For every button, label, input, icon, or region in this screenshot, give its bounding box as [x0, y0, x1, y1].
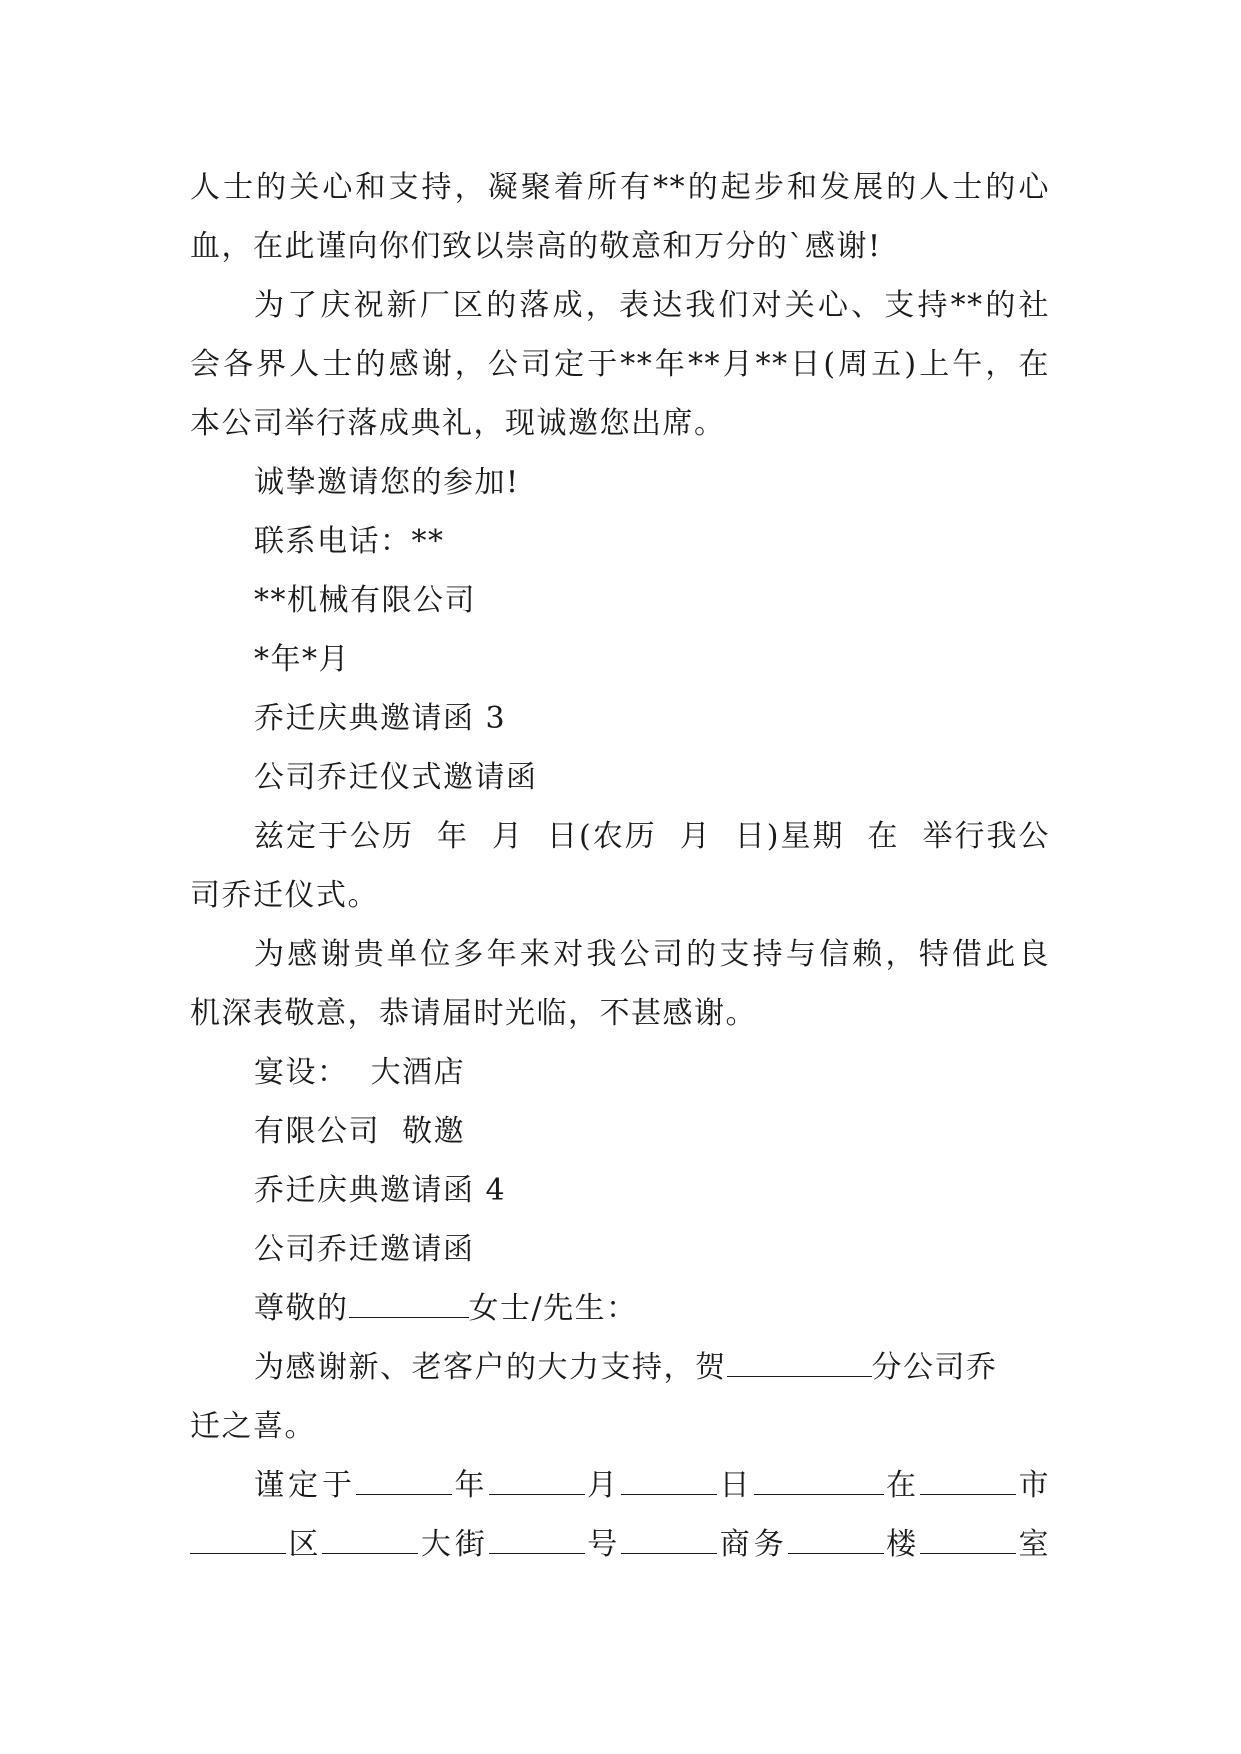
salutation-suffix: 女士/先生：: [468, 1291, 638, 1326]
fill-blank: [322, 1527, 418, 1554]
paragraph-line: 会各界人士的感谢，公司定于**年**月**日(周五)上午，在: [190, 347, 1050, 382]
paragraph-line: 人士的关心和支持，凝聚着所有**的起步和发展的人士的心: [190, 170, 1050, 205]
date-text: 日: [717, 1468, 754, 1503]
letter-title: 公司乔迁仪式邀请函: [254, 760, 538, 795]
company-signature: **机械有限公司: [254, 583, 476, 618]
document-page: [190, 158, 1050, 1574]
thanks-suffix: 分公司乔: [871, 1350, 998, 1385]
paragraph-line: 为感谢贵单位多年来对我公司的支持与信赖，特借此良: [254, 937, 1050, 972]
date-text: 谨定于: [254, 1468, 356, 1503]
section-heading: 乔迁庆典邀请函 4: [254, 1173, 507, 1208]
paragraph-line: 司乔迁仪式。: [190, 878, 379, 913]
company-signature: 有限公司 敬邀: [254, 1114, 466, 1149]
date-text: 市: [1016, 1468, 1050, 1503]
date-text: 在: [883, 1468, 920, 1503]
paragraph-line: 血，在此谨向你们致以崇高的敬意和万分的`感谢!: [190, 229, 882, 264]
paragraph-line: 机深表敬意，恭请届时光临，不甚感谢。: [190, 996, 757, 1031]
fill-blank: [190, 1527, 286, 1554]
section-heading: 乔迁庆典邀请函 3: [254, 701, 507, 736]
fill-blank: [621, 1527, 717, 1554]
address-text: 号: [584, 1527, 622, 1562]
salutation-prefix: 尊敬的: [254, 1291, 349, 1326]
fill-blank: [489, 1527, 585, 1554]
address-text: 区: [286, 1527, 323, 1562]
fill-blank: [621, 1468, 717, 1495]
salutation-line: [190, 1279, 1050, 1338]
fill-blank: [489, 1468, 585, 1495]
signature-date: *年*月: [254, 642, 350, 677]
paragraph-line: 迁之喜。: [190, 1409, 316, 1444]
address-line: [190, 1515, 1050, 1574]
paragraph-line: 兹定于公历 年 月 日(农历 月 日)星期 在 举行我公: [254, 819, 1050, 854]
paragraph-line: 本公司举行落成典礼，现诚邀您出席。: [190, 406, 726, 441]
fill-blank: [920, 1468, 1016, 1495]
banquet-venue: 宴设： 大酒店: [254, 1055, 466, 1090]
paragraph-line: 为了庆祝新厂区的落成，表达我们对关心、支持**的社: [254, 288, 1050, 323]
date-text: 月: [584, 1468, 621, 1503]
fill-blank: [356, 1468, 452, 1495]
paragraph-line: [190, 1338, 1050, 1397]
address-text: 室: [1016, 1527, 1051, 1562]
letter-title: 公司乔迁邀请函: [254, 1232, 475, 1267]
paragraph-line: 诚挚邀请您的参加!: [254, 465, 520, 500]
fill-blank: [754, 1468, 884, 1495]
address-text: 商务: [717, 1527, 788, 1562]
address-text: 楼: [883, 1527, 921, 1562]
fill-blank: [788, 1527, 884, 1554]
date-text: 年: [452, 1468, 489, 1503]
thanks-prefix: 为感谢新、老客户的大力支持，贺: [254, 1350, 727, 1385]
address-text: 大街: [418, 1527, 489, 1562]
contact-phone: 联系电话：**: [254, 524, 445, 559]
fill-blank: [727, 1350, 872, 1377]
date-location-line: [190, 1456, 1050, 1515]
fill-blank: [920, 1527, 1016, 1554]
fill-blank: [349, 1291, 469, 1318]
